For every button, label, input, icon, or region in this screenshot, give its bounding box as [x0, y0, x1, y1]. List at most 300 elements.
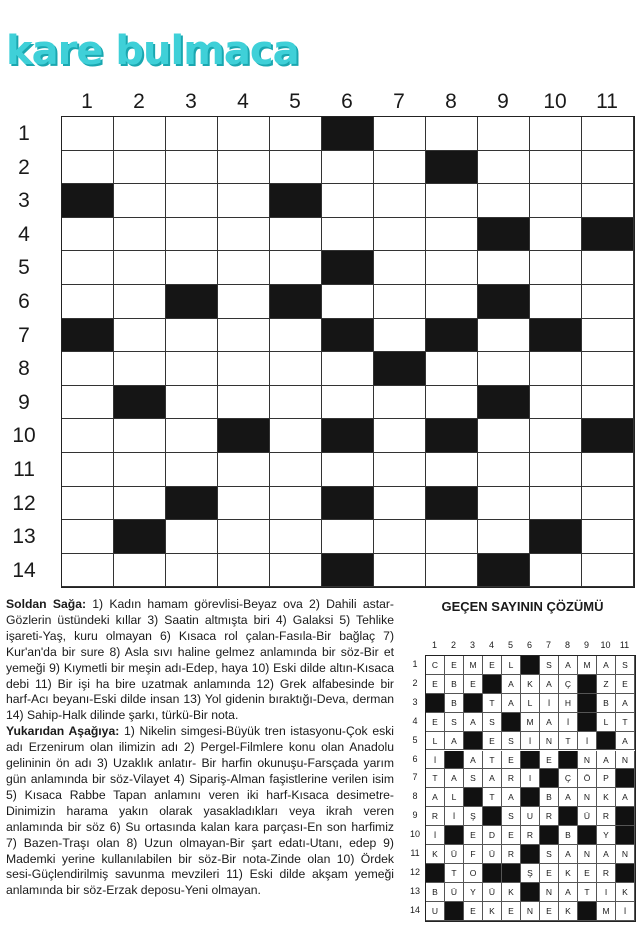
solution-cell: R: [597, 864, 616, 883]
grid-cell[interactable]: [166, 386, 218, 420]
solution-cell: E: [540, 751, 559, 770]
solution-row-number: 4: [412, 715, 418, 726]
grid-cell[interactable]: [374, 419, 426, 453]
grid-cell[interactable]: [270, 386, 322, 420]
solution-cell: M: [578, 656, 597, 675]
black-cell: [478, 386, 530, 420]
grid-cell[interactable]: [114, 218, 166, 252]
column-number: 3: [185, 90, 197, 113]
solution-cell: A: [616, 788, 635, 807]
solution-column-number: 10: [600, 640, 611, 650]
solution-cell: K: [521, 675, 540, 694]
solution-cell: R: [502, 769, 521, 788]
row-number: 14: [12, 558, 36, 582]
grid-cell[interactable]: [478, 487, 530, 521]
solution-cell: E: [502, 902, 521, 921]
solution-black-cell: [521, 751, 540, 770]
grid-cell[interactable]: [582, 151, 634, 185]
grid-cell[interactable]: [114, 285, 166, 319]
solution-black-cell: [540, 769, 559, 788]
solution-black-cell: [616, 769, 635, 788]
solution-cell: L: [445, 788, 464, 807]
grid-cell[interactable]: [374, 453, 426, 487]
solution-cell: A: [616, 694, 635, 713]
grid-cell[interactable]: [114, 117, 166, 151]
solution-cell: N: [540, 732, 559, 751]
solution-black-cell: [445, 826, 464, 845]
solution-cell: S: [483, 713, 502, 732]
grid-cell[interactable]: [582, 117, 634, 151]
clues-panel: [6, 597, 394, 899]
grid-cell[interactable]: [270, 453, 322, 487]
grid-cell[interactable]: [426, 218, 478, 252]
grid-cell[interactable]: [478, 453, 530, 487]
grid-cell[interactable]: [62, 453, 114, 487]
grid-cell[interactable]: [374, 554, 426, 588]
solution-cell: A: [559, 845, 578, 864]
solution-title: GEÇEN SAYININ ÇÖZÜMÜ: [441, 599, 604, 614]
grid-cell[interactable]: [582, 487, 634, 521]
solution-black-cell: [483, 675, 502, 694]
grid-cell[interactable]: [166, 352, 218, 386]
grid-cell[interactable]: [530, 117, 582, 151]
grid-cell[interactable]: [62, 487, 114, 521]
down-label: Yukarıdan Aşağıya:: [6, 724, 120, 739]
black-cell: [114, 520, 166, 554]
solution-black-cell: [483, 864, 502, 883]
solution-cell: T: [483, 694, 502, 713]
solution-cell: R: [597, 807, 616, 826]
grid-cell[interactable]: [114, 352, 166, 386]
solution-cell: L: [502, 656, 521, 675]
grid-cell[interactable]: [218, 487, 270, 521]
grid-cell[interactable]: [322, 520, 374, 554]
grid-cell[interactable]: [322, 386, 374, 420]
solution-row-number: 2: [412, 677, 418, 688]
solution-cell: A: [502, 788, 521, 807]
grid-cell[interactable]: [374, 319, 426, 353]
grid-cell[interactable]: [166, 184, 218, 218]
black-cell: [426, 487, 478, 521]
grid-cell[interactable]: [374, 285, 426, 319]
grid-cell[interactable]: [582, 520, 634, 554]
grid-cell[interactable]: [62, 554, 114, 588]
grid-cell[interactable]: [270, 487, 322, 521]
solution-cell: M: [464, 656, 483, 675]
solution-cell: İ: [578, 732, 597, 751]
grid-cell[interactable]: [322, 285, 374, 319]
solution-cell: L: [521, 694, 540, 713]
grid-cell[interactable]: [478, 251, 530, 285]
solution-cell: E: [464, 902, 483, 921]
solution-cell: A: [559, 656, 578, 675]
grid-cell[interactable]: [114, 151, 166, 185]
solution-black-cell: [445, 902, 464, 921]
solution-black-cell: [445, 751, 464, 770]
row-number: 1: [18, 122, 30, 145]
solution-cell: F: [464, 845, 483, 864]
column-number: 5: [289, 90, 301, 113]
grid-cell[interactable]: [114, 487, 166, 521]
solution-cell: L: [597, 713, 616, 732]
solution-cell: Z: [597, 675, 616, 694]
solution-black-cell: [426, 694, 445, 713]
solution-cell: E: [483, 656, 502, 675]
solution-cell: Ü: [483, 845, 502, 864]
column-number: 7: [393, 90, 405, 113]
grid-cell[interactable]: [62, 218, 114, 252]
grid-cell[interactable]: [322, 352, 374, 386]
solution-cell: Ç: [559, 769, 578, 788]
grid-cell[interactable]: [374, 184, 426, 218]
grid-cell[interactable]: [270, 554, 322, 588]
row-number: 12: [12, 491, 36, 515]
solution-cell: A: [502, 694, 521, 713]
solution-cell: A: [445, 732, 464, 751]
solution-cell: E: [540, 902, 559, 921]
black-cell: [478, 218, 530, 252]
grid-cell[interactable]: [478, 419, 530, 453]
grid-cell[interactable]: [426, 184, 478, 218]
grid-cell[interactable]: [62, 251, 114, 285]
solution-black-cell: [578, 902, 597, 921]
grid-cell[interactable]: [62, 151, 114, 185]
grid-cell[interactable]: [114, 453, 166, 487]
grid-cell[interactable]: [166, 251, 218, 285]
solution-column-number: 7: [545, 640, 551, 650]
black-cell: [426, 419, 478, 453]
black-cell: [530, 319, 582, 353]
grid-cell[interactable]: [426, 117, 478, 151]
grid-cell[interactable]: [270, 520, 322, 554]
solution-cell: E: [464, 826, 483, 845]
grid-cell[interactable]: [374, 151, 426, 185]
grid-cell[interactable]: [426, 285, 478, 319]
grid-cell[interactable]: [322, 218, 374, 252]
black-cell: [322, 554, 374, 588]
solution-cell: S: [502, 807, 521, 826]
solution-cell: R: [540, 807, 559, 826]
solution-cell: S: [502, 732, 521, 751]
grid-cell[interactable]: [478, 319, 530, 353]
solution-cell: T: [578, 883, 597, 902]
solution-cell: T: [559, 732, 578, 751]
solution-cell: L: [426, 732, 445, 751]
solution-cell: A: [483, 769, 502, 788]
solution-black-cell: [464, 694, 483, 713]
solution-cell: İ: [521, 732, 540, 751]
grid-cell[interactable]: [478, 184, 530, 218]
solution-row-number: 1: [412, 659, 418, 669]
grid-cell[interactable]: [374, 520, 426, 554]
grid-cell[interactable]: [218, 251, 270, 285]
solution-cell: E: [540, 864, 559, 883]
grid-cell[interactable]: [478, 117, 530, 151]
grid-cell[interactable]: [530, 251, 582, 285]
solution-cell: A: [559, 788, 578, 807]
solution-cell: Ş: [464, 807, 483, 826]
grid-cell[interactable]: [270, 151, 322, 185]
solution-black-cell: [559, 807, 578, 826]
solution-cell: İ: [426, 751, 445, 770]
solution-cell: B: [540, 788, 559, 807]
grid-cell[interactable]: [374, 218, 426, 252]
solution-cell: E: [502, 826, 521, 845]
grid-cell[interactable]: [530, 352, 582, 386]
grid-cell[interactable]: [426, 520, 478, 554]
solution-cell: Y: [464, 883, 483, 902]
grid-cell[interactable]: [62, 352, 114, 386]
black-cell: [426, 151, 478, 185]
grid-cell[interactable]: [582, 453, 634, 487]
black-cell: [530, 520, 582, 554]
grid-cell[interactable]: [374, 117, 426, 151]
row-number: 5: [18, 256, 30, 280]
grid-cell[interactable]: [478, 151, 530, 185]
solution-cell: B: [445, 694, 464, 713]
solution-cell: A: [445, 769, 464, 788]
solution-cell: A: [464, 751, 483, 770]
solution-black-cell: [483, 807, 502, 826]
solution-column-number: 6: [526, 640, 532, 650]
grid-cell[interactable]: [114, 319, 166, 353]
black-cell: [582, 218, 634, 252]
grid-cell[interactable]: [582, 251, 634, 285]
grid-cell[interactable]: [62, 520, 114, 554]
solution-black-cell: [521, 656, 540, 675]
grid-cell[interactable]: [218, 453, 270, 487]
logo-title: kare bulmaca: [6, 28, 299, 74]
solution-black-cell: [521, 788, 540, 807]
grid-cell[interactable]: [114, 184, 166, 218]
solution-row-number: 11: [410, 848, 420, 858]
grid-cell[interactable]: [322, 151, 374, 185]
grid-cell[interactable]: [218, 352, 270, 386]
grid-cell[interactable]: [374, 487, 426, 521]
grid-cell[interactable]: [530, 285, 582, 319]
grid-cell[interactable]: [270, 352, 322, 386]
grid-cell[interactable]: [426, 453, 478, 487]
black-cell: [582, 419, 634, 453]
grid-cell[interactable]: [270, 117, 322, 151]
grid-cell[interactable]: [582, 352, 634, 386]
grid-cell[interactable]: [322, 184, 374, 218]
grid-cell[interactable]: [218, 218, 270, 252]
grid-cell[interactable]: [166, 419, 218, 453]
column-number: 8: [445, 90, 457, 113]
grid-cell[interactable]: [530, 218, 582, 252]
grid-cell[interactable]: [582, 285, 634, 319]
grid-cell[interactable]: [478, 352, 530, 386]
grid-cell[interactable]: [218, 554, 270, 588]
grid-cell[interactable]: [270, 419, 322, 453]
solution-cell: P: [597, 769, 616, 788]
solution-cell: D: [483, 826, 502, 845]
solution-black-cell: [616, 826, 635, 845]
grid-cell[interactable]: [166, 218, 218, 252]
grid-cell[interactable]: [530, 453, 582, 487]
column-number: 2: [133, 90, 145, 113]
solution-cell: S: [540, 845, 559, 864]
grid-cell[interactable]: [530, 419, 582, 453]
solution-black-cell: [578, 694, 597, 713]
solution-cell: N: [521, 902, 540, 921]
grid-cell[interactable]: [582, 319, 634, 353]
row-number: 2: [18, 155, 30, 179]
grid-cell[interactable]: [218, 520, 270, 554]
solution-cell: E: [445, 656, 464, 675]
solution-row-number: 12: [409, 866, 420, 877]
solution-cell: N: [616, 751, 635, 770]
grid-cell[interactable]: [530, 487, 582, 521]
solution-cell: A: [597, 656, 616, 675]
black-cell: [62, 319, 114, 353]
grid-cell[interactable]: [166, 151, 218, 185]
grid-cell[interactable]: [166, 453, 218, 487]
black-cell: [426, 319, 478, 353]
grid-cell[interactable]: [114, 251, 166, 285]
solution-cell: A: [502, 675, 521, 694]
grid-cell[interactable]: [62, 117, 114, 151]
grid-cell[interactable]: [114, 419, 166, 453]
solution-cell: H: [559, 694, 578, 713]
column-number: 1: [81, 90, 93, 113]
grid-cell[interactable]: [218, 184, 270, 218]
solution-cell: E: [502, 751, 521, 770]
column-number: 9: [497, 90, 509, 113]
solution-cell: İ: [445, 807, 464, 826]
solution-column-number: 1: [431, 640, 437, 650]
solution-cell: N: [578, 751, 597, 770]
black-cell: [322, 251, 374, 285]
solution-column-number: 5: [507, 640, 513, 650]
grid-cell[interactable]: [530, 554, 582, 588]
grid-cell[interactable]: [218, 319, 270, 353]
solution-cell: S: [540, 656, 559, 675]
grid-cell[interactable]: [218, 117, 270, 151]
row-number: 13: [12, 525, 36, 549]
solution-cell: R: [521, 826, 540, 845]
black-cell: [322, 487, 374, 521]
grid-cell[interactable]: [374, 386, 426, 420]
column-number: 11: [596, 90, 618, 113]
solution-cell: U: [521, 807, 540, 826]
solution-row-number: 7: [412, 772, 418, 783]
solution-cell: A: [540, 675, 559, 694]
solution-cell: Ü: [445, 845, 464, 864]
grid-cell[interactable]: [582, 386, 634, 420]
solution-cell: E: [483, 732, 502, 751]
grid-cell[interactable]: [478, 520, 530, 554]
grid-cell[interactable]: [582, 184, 634, 218]
solution-row-number: 9: [412, 810, 418, 821]
grid-cell[interactable]: [166, 554, 218, 588]
solution-cell: K: [483, 902, 502, 921]
solution-cell: Ö: [578, 769, 597, 788]
row-number: 9: [18, 390, 30, 414]
solution-cell: A: [464, 713, 483, 732]
solution-cell: Ü: [578, 807, 597, 826]
solution-cell: N: [540, 883, 559, 902]
solution-cell: İ: [559, 713, 578, 732]
solution-cell: İ: [540, 694, 559, 713]
solution-cell: E: [616, 675, 635, 694]
grid-cell[interactable]: [114, 554, 166, 588]
solution-cell: K: [559, 902, 578, 921]
grid-cell[interactable]: [530, 151, 582, 185]
column-number: 10: [543, 90, 567, 113]
black-cell: [322, 117, 374, 151]
down-clues: 1) Nikelin simgesi-Büyük tren istasyonu-Çok eski adı Erzenirum olan ilimizin adı 2) Pergel-Filmlere konu olan Anadolu gelininin ön adı 3) Uzaklık anlatır- Bir harfin okunuşu-Farsçada yarım gün anlamında bir söz-Vilayet 4) Sipariş-Alman faşistlerine verilen isim 5) Kısaca Rabbe Tapan anlamını veren iki harf-Kısaca desimetre-Dinimizin harama yakın olarak yasakladıkları veya ikrah veren anlamında bir söz 6) Su ortasında kalan kara parçası-En son harfimiz 7) Bazen-Traşı olan 8) Uzun olmayan-Bir şart edatı-Utanı, edep 9) Mademki yerine kullanılabilen bir söz-Bir nota-Zinde olan 10) Ördek sesi-Güçlendirilmiş savunma mevzileri 11) Eski dilde akşam yemeği anlamında bir söz-Erzak deposu-Yeni olmayan.: [6, 724, 394, 898]
solution-cell: N: [578, 845, 597, 864]
grid-cell[interactable]: [374, 251, 426, 285]
solution-cell: Ü: [445, 883, 464, 902]
solution-black-cell: [616, 807, 635, 826]
solution-cell: S: [616, 656, 635, 675]
row-number: 4: [18, 222, 30, 246]
grid-cell[interactable]: [582, 554, 634, 588]
solution-column-number: 2: [450, 640, 456, 650]
black-cell: [166, 487, 218, 521]
grid-cell[interactable]: [530, 386, 582, 420]
grid-cell[interactable]: [62, 285, 114, 319]
grid-cell[interactable]: [426, 352, 478, 386]
grid-cell[interactable]: [218, 386, 270, 420]
black-cell: [114, 386, 166, 420]
black-cell: [270, 285, 322, 319]
grid-cell[interactable]: [218, 151, 270, 185]
solution-cell: K: [559, 864, 578, 883]
crossword-grid[interactable]: [61, 116, 635, 588]
grid-cell[interactable]: [426, 251, 478, 285]
solution-row-number: 13: [409, 885, 420, 896]
solution-cell: S: [445, 713, 464, 732]
solution-cell: Ş: [521, 864, 540, 883]
grid-cell[interactable]: [62, 419, 114, 453]
across-clues: 1) Kadın hamam görevlisi-Beyaz ova 2) Dahili astar-Gözlerin üstündeki kıllar 3) Saatin altmışta biri 4) Galaksi 5) Tehlike işareti-Yaş, kuru olmayan 6) Kısaca rol çalan-Fasıla-Bir bağlaç 7) Kur'an'da bir sure 8) Asla sıvı haline gelmez anlamında bir söz-Bir et yemeği 9) Kıymetli bir meşin adı-Edep, haya 10) Eski dilde altın-Kısaca debi 11) Bir işi ha bire uzatmak anlamında 12) Grek alfabesinde bir harf-Acı beyanı-Eski dilde insan 13) Yol gidenin bıraktığı-Deva, derman 14) Sahip-Halk dilinde şarkı, türkü-Bir nota.: [6, 597, 394, 723]
solution-cell: A: [597, 845, 616, 864]
grid-cell[interactable]: [426, 386, 478, 420]
grid-cell[interactable]: [218, 285, 270, 319]
solution-row-number: 5: [412, 734, 418, 745]
grid-cell[interactable]: [166, 520, 218, 554]
solution-cell: B: [445, 675, 464, 694]
solution-cell: M: [521, 713, 540, 732]
grid-cell[interactable]: [166, 319, 218, 353]
row-number: 7: [18, 323, 30, 347]
solution-cell: A: [597, 751, 616, 770]
grid-cell[interactable]: [322, 453, 374, 487]
solution-cell: A: [616, 732, 635, 751]
grid-cell[interactable]: [426, 554, 478, 588]
grid-cell[interactable]: [166, 117, 218, 151]
solution-cell: S: [464, 769, 483, 788]
solution-cell: İ: [616, 902, 635, 921]
grid-cell[interactable]: [270, 319, 322, 353]
row-number: 6: [18, 290, 30, 313]
solution-black-cell: [597, 732, 616, 751]
solution-cell: B: [597, 694, 616, 713]
solution-cell: I: [521, 769, 540, 788]
grid-cell[interactable]: [62, 386, 114, 420]
solution-black-cell: [578, 713, 597, 732]
grid-cell[interactable]: [270, 218, 322, 252]
grid-cell[interactable]: [270, 251, 322, 285]
solution-cell: T: [426, 769, 445, 788]
solution-black-cell: [540, 826, 559, 845]
grid-cell[interactable]: [530, 184, 582, 218]
row-number: 3: [18, 189, 30, 213]
